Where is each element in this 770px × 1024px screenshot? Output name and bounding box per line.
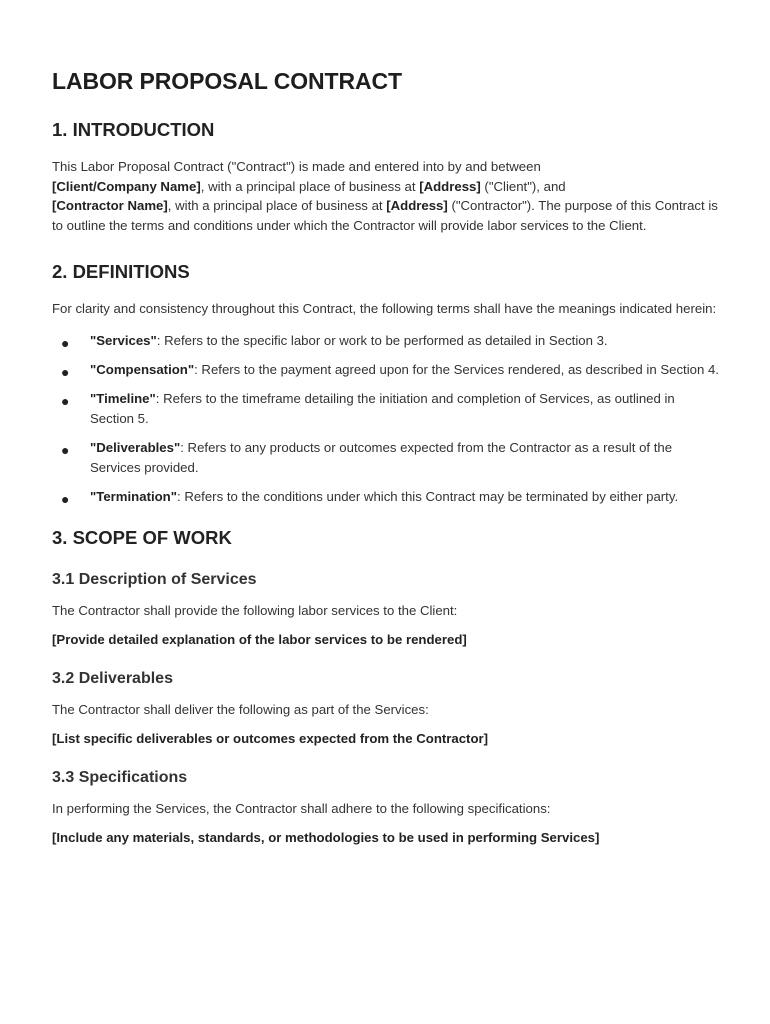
definition-term: "Termination" [90,488,177,504]
subsection-placeholder: [List specific deliverables or outcomes expected from the Contractor] [52,731,489,747]
definitions-intro: For clarity and consistency throughout this Contract, the following terms shall have the meanings indicated herein: [52,301,717,317]
section-scope-of-work [52,527,720,849]
subsection-heading: 3.2 Deliverables [52,669,173,687]
intro-text: This Labor Proposal Contract ("Contract") is made and entered into by and between [52,159,541,174]
intro-text: ("Contractor"). The purpose of this Contract is to outline the terms and conditions under which the Contractor will provide labor services to the Client. [52,198,718,233]
subsection-heading: 3.3 Specifications [52,768,188,786]
definitions-list [52,331,720,507]
section-heading: 1. INTRODUCTION [52,119,215,140]
bullet-icon: ● [61,490,70,507]
bullet-icon: ● [61,364,70,381]
subsection-text: In performing the Services, the Contractor shall adhere to the following specifications: [52,800,551,816]
section-heading: 2. DEFINITIONS [52,261,190,283]
subsection-deliverables [52,670,720,749]
document [52,68,720,874]
section-introduction [52,119,720,235]
definition-text: : Refers to the specific labor or work to be performed as detailed in Section 3. [156,332,608,348]
definition-text: : Refers to any products or outcomes expected from the Contractor as a result of the Services provided. [90,440,673,475]
list-item [52,331,720,351]
definition-text: : Refers to the payment agreed upon for the Services rendered, as described in Section 4. [194,362,719,378]
subsection-placeholder: [Include any materials, standards, or methodologies to be used in performing Services] [52,830,600,846]
contractor-address-placeholder: [Address] [386,198,448,214]
definition-term: "Compensation" [90,362,195,378]
bullet-icon: ● [61,393,70,410]
subsection-text: The Contractor shall provide the following labor services to the Client: [52,602,458,618]
bullet-icon: ● [61,334,70,351]
subsection-placeholder: [Provide detailed explanation of the labor services to be rendered] [52,632,467,648]
definition-term: "Deliverables" [90,440,181,456]
definition-text: : Refers to the timeframe detailing the initiation and completion of Services, as outlined in Section 5. [90,391,675,426]
definition-term: "Timeline" [90,391,156,407]
list-item [52,438,720,477]
definition-term: "Services" [90,332,157,348]
subsection-heading: 3.1 Description of Services [52,570,257,588]
document-title: LABOR PROPOSAL CONTRACT [52,68,402,94]
list-item [52,360,720,380]
definition-text: : Refers to the conditions under which this Contract may be terminated by either party. [177,488,679,504]
intro-text: ("Client"), and [480,178,566,194]
section-heading: 3. SCOPE OF WORK [52,526,232,548]
intro-text: , with a principal place of business at [167,198,387,214]
intro-paragraph [52,157,720,235]
contractor-name-placeholder: [Contractor Name] [52,198,168,214]
subsection-specifications [52,769,720,848]
bullet-icon: ● [61,442,70,459]
client-address-placeholder: [Address] [419,178,481,194]
section-definitions [52,261,720,506]
list-item [52,487,720,507]
client-name-placeholder: [Client/Company Name] [52,178,201,194]
list-item [52,389,720,428]
subsection-description-of-services [52,571,720,650]
subsection-text: The Contractor shall deliver the following as part of the Services: [52,701,429,717]
intro-text: , with a principal place of business at [200,178,420,194]
